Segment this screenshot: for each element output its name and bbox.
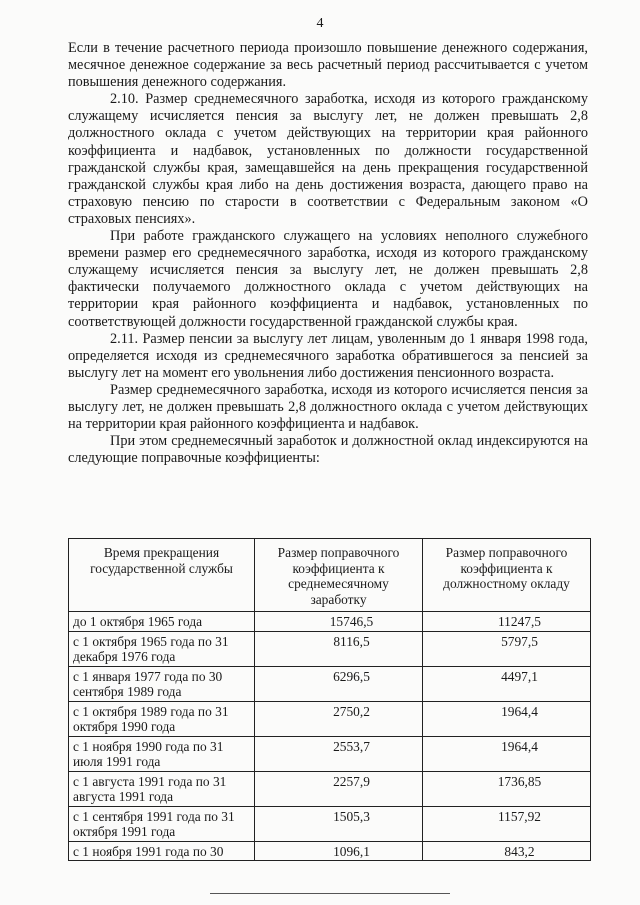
table-row [69,806,591,841]
cell-salary: 11247,5 [423,612,591,632]
paragraph: 2.11. Размер пенсии за выслугу лет лицам, уволенным до 1 января 1998 года, определяется исходя из среднемесячного заработка обратившегося за пенсией за выслугу лет на момент его увольнения либо достижения пенсионного возраста. [68,330,588,381]
cell-salary: 1964,4 [423,736,591,771]
paragraph: При этом среднемесячный заработок и должностной оклад индексируются на следующие поправочные коэффициенты: [68,433,588,467]
cell-earnings: 2750,2 [255,701,423,736]
table-row [69,701,591,736]
cell-period: с 1 ноября 1991 года по 30 [69,841,255,861]
cell-earnings: 1505,3 [255,806,423,841]
table-row [69,612,591,632]
cell-period: с 1 сентября 1991 года по 31 октября 1991 года [69,806,255,841]
paragraph: Если в течение расчетного периода произошло повышение денежного содержания, месячное денежное содержание за весь расчетный период рассчитывается с учетом повышения денежного содержания. [68,40,588,91]
cell-earnings: 2553,7 [255,736,423,771]
cell-earnings: 15746,5 [255,612,423,632]
table-header-row [69,539,591,612]
header-salary-coefficient: Размер поправочного коэффициента к должностному окладу [423,539,591,612]
table-row [69,771,591,806]
cell-period: с 1 октября 1965 года по 31 декабря 1976 года [69,631,255,666]
cell-earnings: 6296,5 [255,666,423,701]
cell-salary: 1964,4 [423,701,591,736]
paragraph: 2.10. Размер среднемесячного заработка, исходя из которого гражданскому служащему исчисляется пенсия за выслугу лет, не должен превышать 2,8 должностного оклада с учетом действующих на территории края районного коэффициента и надбавок, установленных по должности государственной гражданской службы края, замещавшейся на день прекращения государственной гражданской службы края либо на день достижения возраста, дающего право на страховую пенсию по старости в соответствии с Федеральным законом «О страховых пенсиях». [68,91,588,227]
cell-salary: 5797,5 [423,631,591,666]
table-row [69,736,591,771]
header-earnings-coefficient: Размер поправочного коэффициента к среднемесячному заработку [255,539,423,612]
paragraph: Размер среднемесячного заработка, исходя из которого исчисляется пенсия за выслугу лет, не должен превышать 2,8 должностного оклада с учетом действующих на территории края районного коэффициента и надбавок. [68,381,588,433]
cell-salary: 1157,92 [423,806,591,841]
cell-salary: 843,2 [423,841,591,861]
cell-period: с 1 января 1977 года по 30 сентября 1989 года [69,666,255,701]
table-row [69,666,591,701]
cell-period: с 1 октября 1989 года по 31 октября 1990 года [69,701,255,736]
page-number: 4 [316,16,324,31]
coefficient-table [68,538,591,861]
cell-earnings: 1096,1 [255,841,423,861]
cell-period: с 1 ноября 1990 года по 31 июля 1991 года [69,736,255,771]
cell-salary: 1736,85 [423,771,591,806]
document-body [68,40,588,467]
cell-period: с 1 августа 1991 года по 31 августа 1991 года [69,771,255,806]
cell-salary: 4497,1 [423,666,591,701]
bottom-divider [210,893,450,894]
paragraph: При работе гражданского служащего на условиях неполного служебного времени размер его среднемесячного заработка, исходя из которого гражданскому служащему исчисляется пенсия за выслугу лет, не должен превышать 2,8 фактически получаемого должностного оклада с учетом действующих на территории края районного коэффициента и надбавок, установленных по соответствующей должности государственной гражданской службы края. [68,228,588,330]
table-row [69,841,591,861]
header-period: Время прекращения государственной службы [69,539,255,612]
cell-earnings: 8116,5 [255,631,423,666]
table-row [69,631,591,666]
cell-period: до 1 октября 1965 года [69,612,255,632]
cell-earnings: 2257,9 [255,771,423,806]
